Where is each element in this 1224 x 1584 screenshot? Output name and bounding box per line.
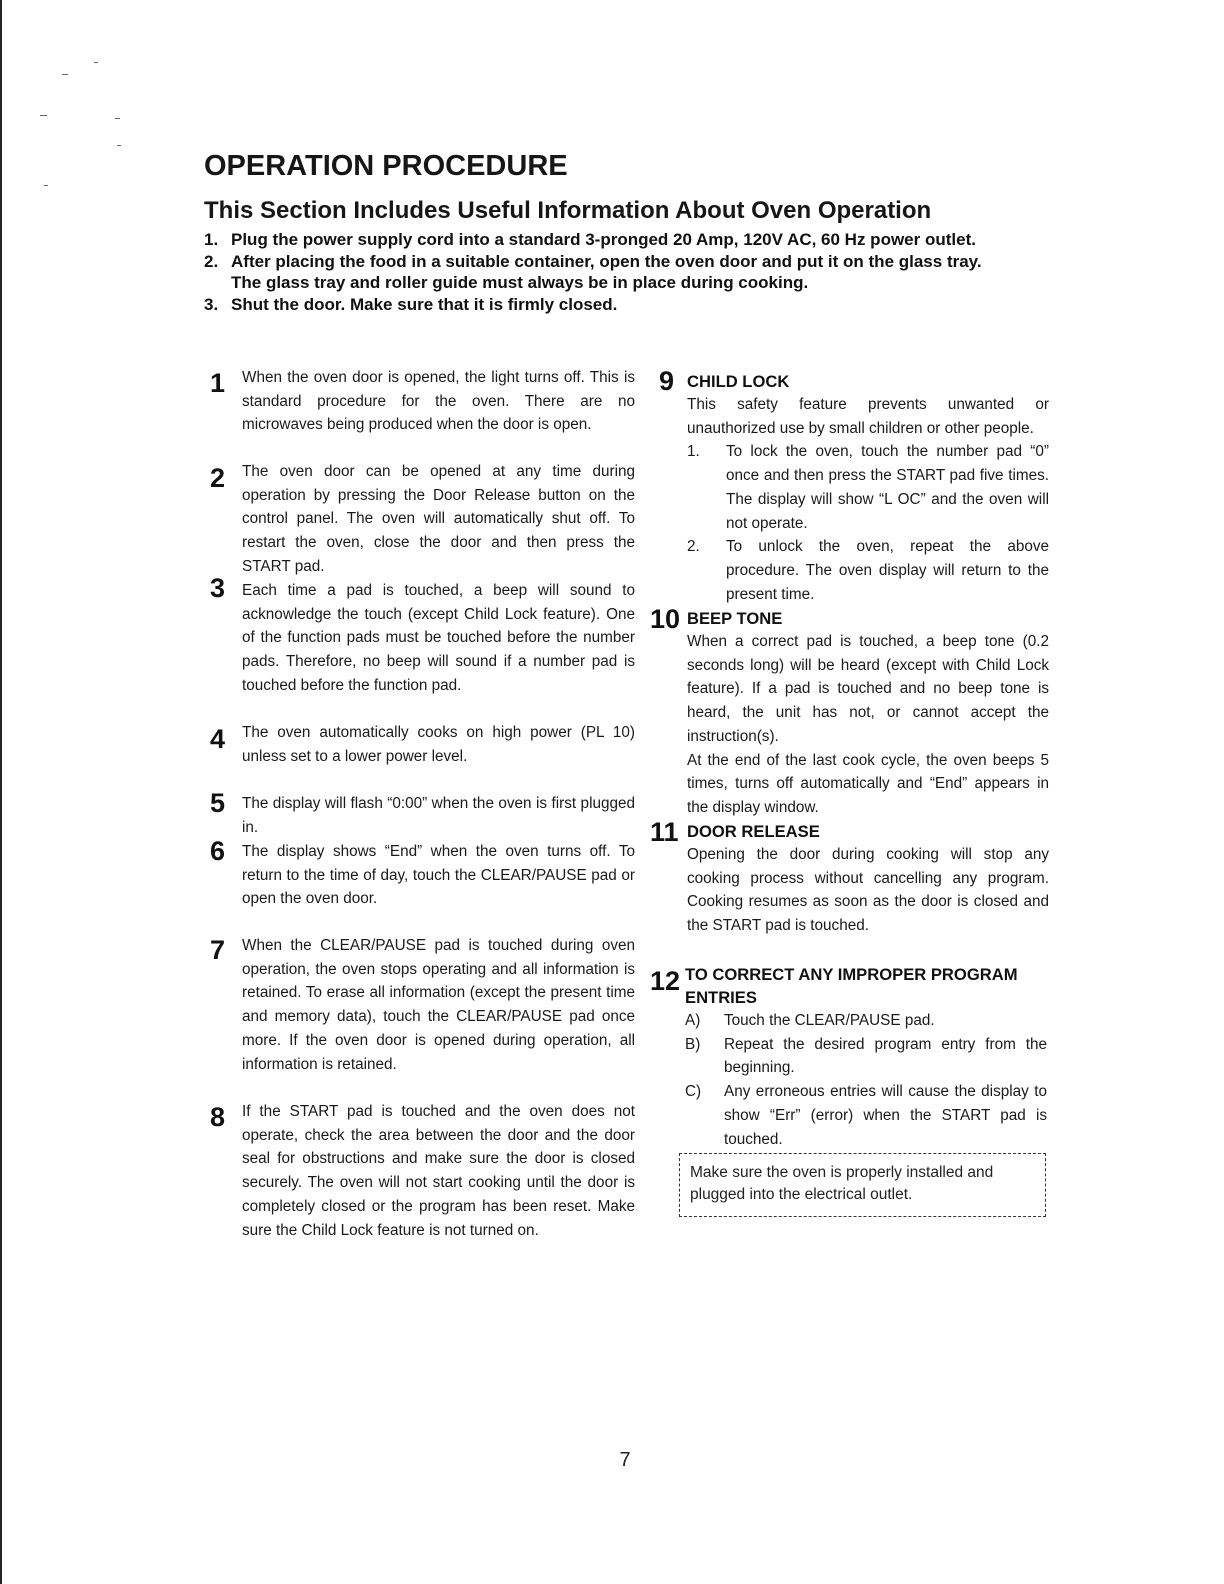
list-item: 2. To unlock the oven, repeat the above procedure. The oven display will return to the present time.	[687, 538, 1049, 603]
beep-tone-heading: BEEP TONE	[687, 609, 783, 628]
list-item: C) Any erroneous entries will cause the display to show “Err” (error) when the START pad is touched.	[685, 1083, 1047, 1148]
scan-speck	[44, 185, 48, 186]
child-lock-heading: CHILD LOCK	[687, 372, 790, 391]
section-subtitle: This Section Includes Useful Information About Oven Operation	[204, 197, 932, 224]
page-title: OPERATION PROCEDURE	[204, 150, 568, 182]
intro-step: 2. After placing the food in a suitable container, open the oven door and put it on the glass tray. The glass tray and roller guide must always be in place during cooking.	[204, 251, 982, 292]
correct-entries-section: 12 TO CORRECT ANY IMPROPER PROGRAM ENTRIES A) Touch the CLEAR/PAUSE pad. B) Repeat the desired program entry from the beginning. C) Any erroneous entries will cause the display to show “Err” (error) when the START pad is touched.	[685, 963, 1050, 1151]
note-item-3: 3 Each time a pad is touched, a beep will sound to acknowledge the touch (except Child Lock feature). One of the function pads must be touched before the number pads. Therefore, no beep will sound if a number pad is touched before the function pad.	[210, 573, 635, 694]
scan-speck	[40, 115, 47, 116]
child-lock-section: 9 CHILD LOCK This safety feature prevents unwanted or unauthorized use by small children or other people. 1. To lock the oven, touch the number pad “0” once and then press the START pad five times. The display will show “L OC” and the oven will not operate. 2. To unlock the oven, repeat the above procedure. The oven display will return to the present time.	[687, 370, 1049, 606]
note-item-1: 1 When the oven door is opened, the light turns off. This is standard procedure for the oven. There are no microwaves being produced when the door is open.	[210, 368, 635, 434]
correct-entries-steps	[685, 1009, 1047, 1151]
beep-tone-section: 10 BEEP TONE When a correct pad is touched, a beep tone (0.2 seconds long) will be heard (except with Child Lock feature). If a pad is touched and no beep tone is heard, the unit has not, or cannot accept the instruction(s). At the end of the last cook cycle, the oven beeps 5 times, turns off automatically and “End” appears in the display window.	[650, 604, 1049, 816]
intro-step: 3. Shut the door. Make sure that it is firmly closed.	[204, 294, 618, 314]
intro-step: 1. Plug the power supply cord into a standard 3-pronged 20 Amp, 120V AC, 60 Hz power outlet.	[204, 230, 976, 249]
intro-steps	[204, 229, 1004, 315]
scan-speck	[117, 145, 121, 146]
scan-edge-line	[0, 0, 2, 1584]
note-item-7: 7 When the CLEAR/PAUSE pad is touched during oven operation, the oven stops operating and all information is retained. To erase all information (except the present time and memory data), touch the CLEAR/PAUSE pad once more. If the oven door is opened during operation, all information is retained.	[210, 935, 635, 1073]
scan-speck	[62, 74, 68, 75]
door-release-section: 11 DOOR RELEASE Opening the door during cooking will stop any cooking process without cancelling any program. Cooking resumes as soon as the door is closed and the START pad is touched.	[650, 817, 1049, 935]
list-item: 1. To lock the oven, touch the number pad “0” once and then press the START pad five times. The display will show “L OC” and the oven will not operate.	[687, 443, 1049, 532]
correct-entries-heading: TO CORRECT ANY IMPROPER PROGRAM ENTRIES	[685, 965, 1018, 1007]
note-item-5: 5 The display will flash “0:00” when the oven is first plugged in.	[210, 788, 635, 836]
installation-note-box	[679, 1153, 1046, 1217]
page-number: 7	[619, 1449, 631, 1471]
installation-note-text: Make sure the oven is properly installed and plugged into the electrical outlet.	[690, 1164, 994, 1203]
note-item-4: 4 The oven automatically cooks on high power (PL 10) unless set to a lower power level.	[210, 724, 635, 765]
door-release-heading: DOOR RELEASE	[687, 822, 820, 841]
scan-speck	[115, 118, 120, 119]
note-item-2: 2 The oven door can be opened at any time during operation by pressing the Door Release button on the control panel. The oven will automatically shut off. To restart the oven, close the door and then press the START pad.	[210, 463, 635, 575]
list-item: B) Repeat the desired program entry from the beginning.	[685, 1035, 1047, 1077]
note-item-8: 8 If the START pad is touched and the oven does not operate, check the area between the door and the door seal for obstructions and make sure the door is closed securely. The oven will not start cooking until the door is completely closed or the program has been reset. Make sure the Child Lock feature is not turned on.	[210, 1102, 635, 1239]
child-lock-steps	[687, 440, 1049, 606]
scan-speck	[94, 62, 98, 63]
list-item: A) Touch the CLEAR/PAUSE pad.	[685, 1012, 935, 1029]
note-item-6: 6 The display shows “End” when the oven turns off. To return to the time of day, touch the CLEAR/PAUSE pad or open the oven door.	[210, 836, 635, 908]
